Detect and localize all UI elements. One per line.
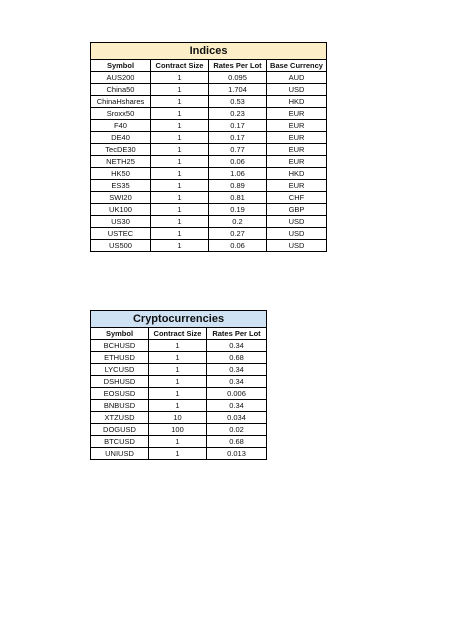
table-row [91, 340, 267, 352]
table-row [91, 96, 327, 108]
table-cell: DE40 [91, 132, 151, 144]
table-row [91, 400, 267, 412]
table-cell: ETHUSD [91, 352, 149, 364]
table-row [91, 180, 327, 192]
table-row [91, 72, 327, 84]
table-cell: 1 [149, 352, 207, 364]
table-cell: 0.06 [209, 240, 267, 252]
table-cell: Sroxx50 [91, 108, 151, 120]
table-cell: EOSUSD [91, 388, 149, 400]
table-cell: HKD [267, 168, 327, 180]
table-cell: USD [267, 84, 327, 96]
table-row [91, 240, 327, 252]
table-row [91, 412, 267, 424]
table-row [91, 388, 267, 400]
table-row [91, 156, 327, 168]
table-cell: 1 [149, 340, 207, 352]
indices-title: Indices [91, 43, 327, 60]
table-cell: 1 [151, 180, 209, 192]
table-cell: EUR [267, 144, 327, 156]
table-cell: 1 [151, 228, 209, 240]
table-row [91, 144, 327, 156]
table-cell: 0.34 [207, 376, 267, 388]
table-cell: 1 [151, 144, 209, 156]
table-cell: 0.02 [207, 424, 267, 436]
table-row [91, 436, 267, 448]
table-row [91, 204, 327, 216]
table-cell: DOGUSD [91, 424, 149, 436]
table-cell: 100 [149, 424, 207, 436]
table-row [91, 228, 327, 240]
crypto-header-row [91, 328, 267, 340]
table-cell: F40 [91, 120, 151, 132]
table-cell: 1 [149, 376, 207, 388]
table-cell: 1 [151, 204, 209, 216]
column-header: Symbol [91, 328, 149, 340]
table-cell: DSHUSD [91, 376, 149, 388]
table-cell: 0.34 [207, 340, 267, 352]
table-cell: 1 [151, 72, 209, 84]
table-row [91, 376, 267, 388]
table-cell: GBP [267, 204, 327, 216]
table-cell: 1.06 [209, 168, 267, 180]
table-cell: US30 [91, 216, 151, 228]
table-cell: XTZUSD [91, 412, 149, 424]
table-cell: 0.06 [209, 156, 267, 168]
table-cell: 1 [151, 84, 209, 96]
table-cell: 0.095 [209, 72, 267, 84]
table-cell: 1 [151, 192, 209, 204]
table-row [91, 108, 327, 120]
table-cell: 0.68 [207, 436, 267, 448]
column-header: Rates Per Lot [207, 328, 267, 340]
table-cell: EUR [267, 180, 327, 192]
table-row [91, 216, 327, 228]
table-cell: 0.23 [209, 108, 267, 120]
table-row [91, 120, 327, 132]
table-cell: 0.34 [207, 364, 267, 376]
table-row [91, 168, 327, 180]
table-cell: EUR [267, 132, 327, 144]
table-cell: 1 [151, 120, 209, 132]
table-cell: 0.81 [209, 192, 267, 204]
table-cell: 1 [149, 448, 207, 460]
table-row [91, 192, 327, 204]
table-cell: 1 [151, 132, 209, 144]
table-cell: 0.006 [207, 388, 267, 400]
table-cell: China50 [91, 84, 151, 96]
column-header: Base Currency [267, 60, 327, 72]
table-cell: LYCUSD [91, 364, 149, 376]
table-cell: USTEC [91, 228, 151, 240]
table-cell: 1 [149, 400, 207, 412]
table-row [91, 364, 267, 376]
table-cell: 1 [149, 364, 207, 376]
table-cell: 0.34 [207, 400, 267, 412]
table-cell: 1 [151, 108, 209, 120]
table-cell: TecDE30 [91, 144, 151, 156]
table-cell: 1 [149, 388, 207, 400]
table-cell: 0.2 [209, 216, 267, 228]
table-cell: AUS200 [91, 72, 151, 84]
table-cell: USD [267, 216, 327, 228]
table-row [91, 132, 327, 144]
table-cell: USD [267, 240, 327, 252]
table-cell: ChinaHshares [91, 96, 151, 108]
table-row [91, 448, 267, 460]
table-cell: EUR [267, 108, 327, 120]
table-cell: 1 [151, 168, 209, 180]
table-cell: 1 [151, 240, 209, 252]
table-cell: 0.89 [209, 180, 267, 192]
table-cell: ES35 [91, 180, 151, 192]
table-cell: 1 [149, 436, 207, 448]
column-header: Contract Size [149, 328, 207, 340]
table-cell: 0.77 [209, 144, 267, 156]
table-cell: 1 [151, 156, 209, 168]
table-cell: EUR [267, 120, 327, 132]
table-cell: 1 [151, 216, 209, 228]
table-cell: CHF [267, 192, 327, 204]
table-cell: HKD [267, 96, 327, 108]
indices-table [90, 42, 327, 252]
table-cell: 10 [149, 412, 207, 424]
table-cell: BCHUSD [91, 340, 149, 352]
table-cell: USD [267, 228, 327, 240]
table-cell: EUR [267, 156, 327, 168]
table-cell: 1.704 [209, 84, 267, 96]
table-cell: UNIUSD [91, 448, 149, 460]
table-cell: 0.68 [207, 352, 267, 364]
table-row [91, 424, 267, 436]
indices-header-row [91, 60, 327, 72]
table-cell: AUD [267, 72, 327, 84]
table-cell: NETH25 [91, 156, 151, 168]
crypto-title: Cryptocurrencies [91, 311, 267, 328]
table-cell: 0.19 [209, 204, 267, 216]
table-cell: 0.034 [207, 412, 267, 424]
table-row [91, 352, 267, 364]
table-cell: 0.53 [209, 96, 267, 108]
table-cell: UK100 [91, 204, 151, 216]
table-cell: BTCUSD [91, 436, 149, 448]
table-cell: SWI20 [91, 192, 151, 204]
crypto-table [90, 310, 267, 460]
column-header: Symbol [91, 60, 151, 72]
table-row [91, 84, 327, 96]
table-cell: 0.013 [207, 448, 267, 460]
table-cell: US500 [91, 240, 151, 252]
table-cell: 0.17 [209, 120, 267, 132]
table-cell: BNBUSD [91, 400, 149, 412]
table-cell: 0.17 [209, 132, 267, 144]
table-cell: 1 [151, 96, 209, 108]
table-cell: HK50 [91, 168, 151, 180]
table-cell: 0.27 [209, 228, 267, 240]
column-header: Contract Size [151, 60, 209, 72]
column-header: Rates Per Lot [209, 60, 267, 72]
